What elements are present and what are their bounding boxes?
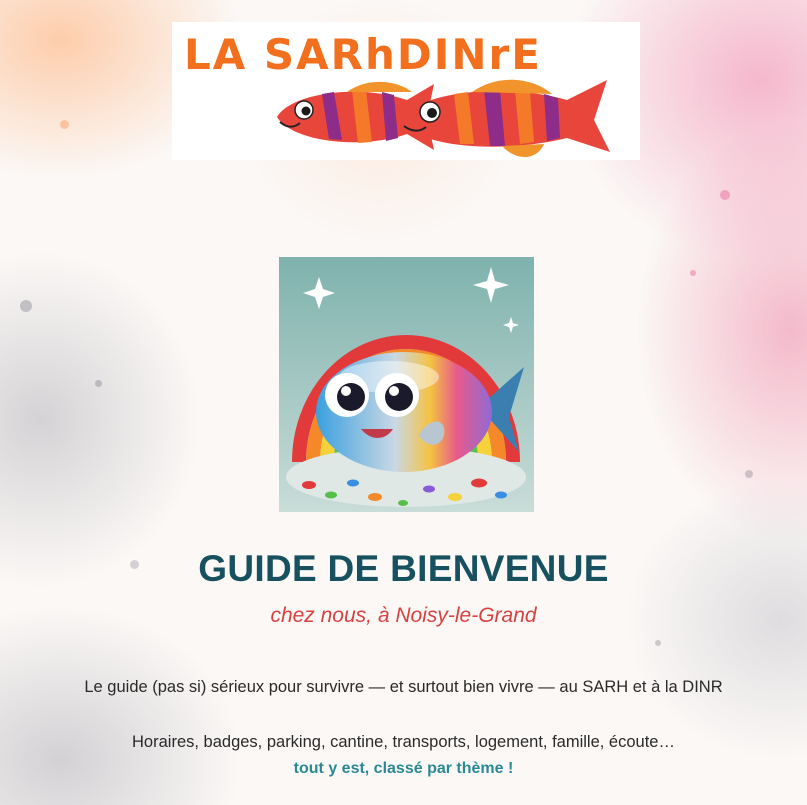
watercolor-splash bbox=[720, 190, 730, 200]
intro-text: Le guide (pas si) sérieux pour survivre — et surtout bien vivre — au SARH et à la DINR bbox=[84, 678, 723, 696]
call-to-action-text: tout y est, classé par thème ! bbox=[293, 760, 514, 777]
watercolor-splash bbox=[95, 380, 102, 387]
watercolor-splash bbox=[20, 300, 32, 312]
watercolor-splash bbox=[60, 120, 69, 129]
page-subtitle: chez nous, à Noisy-le-Grand bbox=[270, 604, 537, 627]
watercolor-splash bbox=[690, 270, 696, 276]
two-sardines-icon bbox=[172, 22, 640, 160]
page-title: GUIDE DE BIENVENUE bbox=[198, 548, 609, 589]
mascot-image bbox=[279, 257, 534, 512]
logo-wordmark: LA SARhDINrE bbox=[184, 30, 542, 79]
watercolor-splash bbox=[655, 640, 661, 646]
watercolor-splash bbox=[745, 470, 753, 478]
rainbow-fish-mascot-icon bbox=[279, 257, 534, 512]
logo-banner bbox=[172, 22, 640, 160]
topics-text: Horaires, badges, parking, cantine, transports, logement, famille, écoute… bbox=[132, 733, 675, 751]
